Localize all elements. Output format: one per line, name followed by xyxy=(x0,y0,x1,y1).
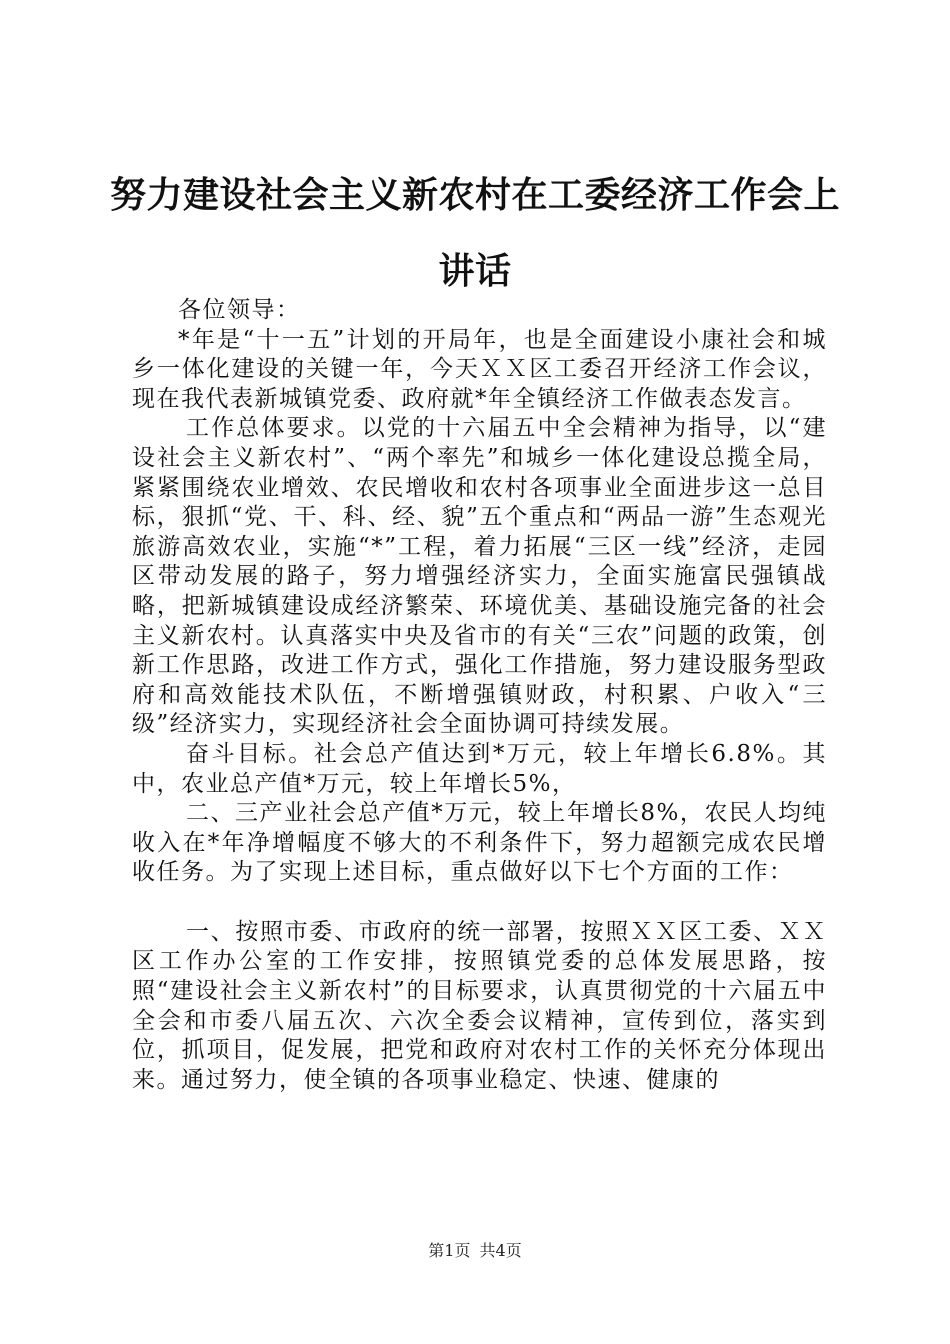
paragraph-section-one: 一、按照市委、市政府的统一部署，按照ＸＸ区工委、ＸＸ区工作办公室的工作安排，按照镇党委的总体发展思路，按照“建设社会主义新农村”的目标要求，认真贯彻党的十六届五中全会和市委八届五次、六次全委会议精神，宣传到位，落实到位，抓项目，促发展，把党和政府对农村工作的关怀充分体现出来。通过努力，使全镇的各项事业稳定、快速、健康的 xyxy=(132,918,827,1093)
paragraph-goals: 奋斗目标。社会总产值达到*万元，较上年增长6.8%。其中，农业总产值*万元，较上年增长5%， xyxy=(132,740,827,797)
document-title: 努力建设社会主义新农村在工委经济工作会上讲话 xyxy=(110,175,841,292)
paragraph-opening: *年是“十一五”计划的开局年，也是全面建设小康社会和城乡一体化建设的关键一年，今天ＸＸ区工委召开经济工作会议，现在我代表新城镇党委、政府就*年全镇经济工作做表态发言。 xyxy=(132,326,827,412)
document-body xyxy=(132,296,827,1095)
page-total: 共4页 xyxy=(479,1241,522,1260)
page-footer xyxy=(0,1240,950,1262)
page-number: 第1页 xyxy=(428,1241,471,1260)
paragraph-spacer xyxy=(132,888,827,918)
paragraph-general-requirements: 工作总体要求。以党的十六届五中全会精神为指导，以“建设社会主义新农村”、“两个率先”和城乡一体化建设总揽全局，紧紧围绕农业增效、农民增收和农村各项事业全面进步这一总目标，狠抓“党、干、科、经、貌”五个重点和“两品一游”生态观光旅游高效农业，实施“*”工程，着力拓展“三区一线”经济，走园区带动发展的路子，努力增强经济实力，全面实施富民强镇战略，把新城镇建设成经济繁荣、环境优美、基础设施完备的社会主义新农村。认真落实中央及省市的有关“三农”问题的政策，创新工作思路，改进工作方式，强化工作措施，努力建设服务型政府和高效能技术队伍，不断增强镇财政，村积累、户收入“三级”经济实力，实现经济社会全面协调可持续发展。 xyxy=(132,415,827,738)
salutation: 各位领导： xyxy=(178,297,301,323)
paragraph-secondary-tertiary: 二、三产业社会总产值*万元，较上年增长8%，农民人均纯收入在*年净增幅度不够大的不利条件下，努力超额完成农民增收任务。为了实现上述目标，重点做好以下七个方面的工作： xyxy=(132,800,827,886)
